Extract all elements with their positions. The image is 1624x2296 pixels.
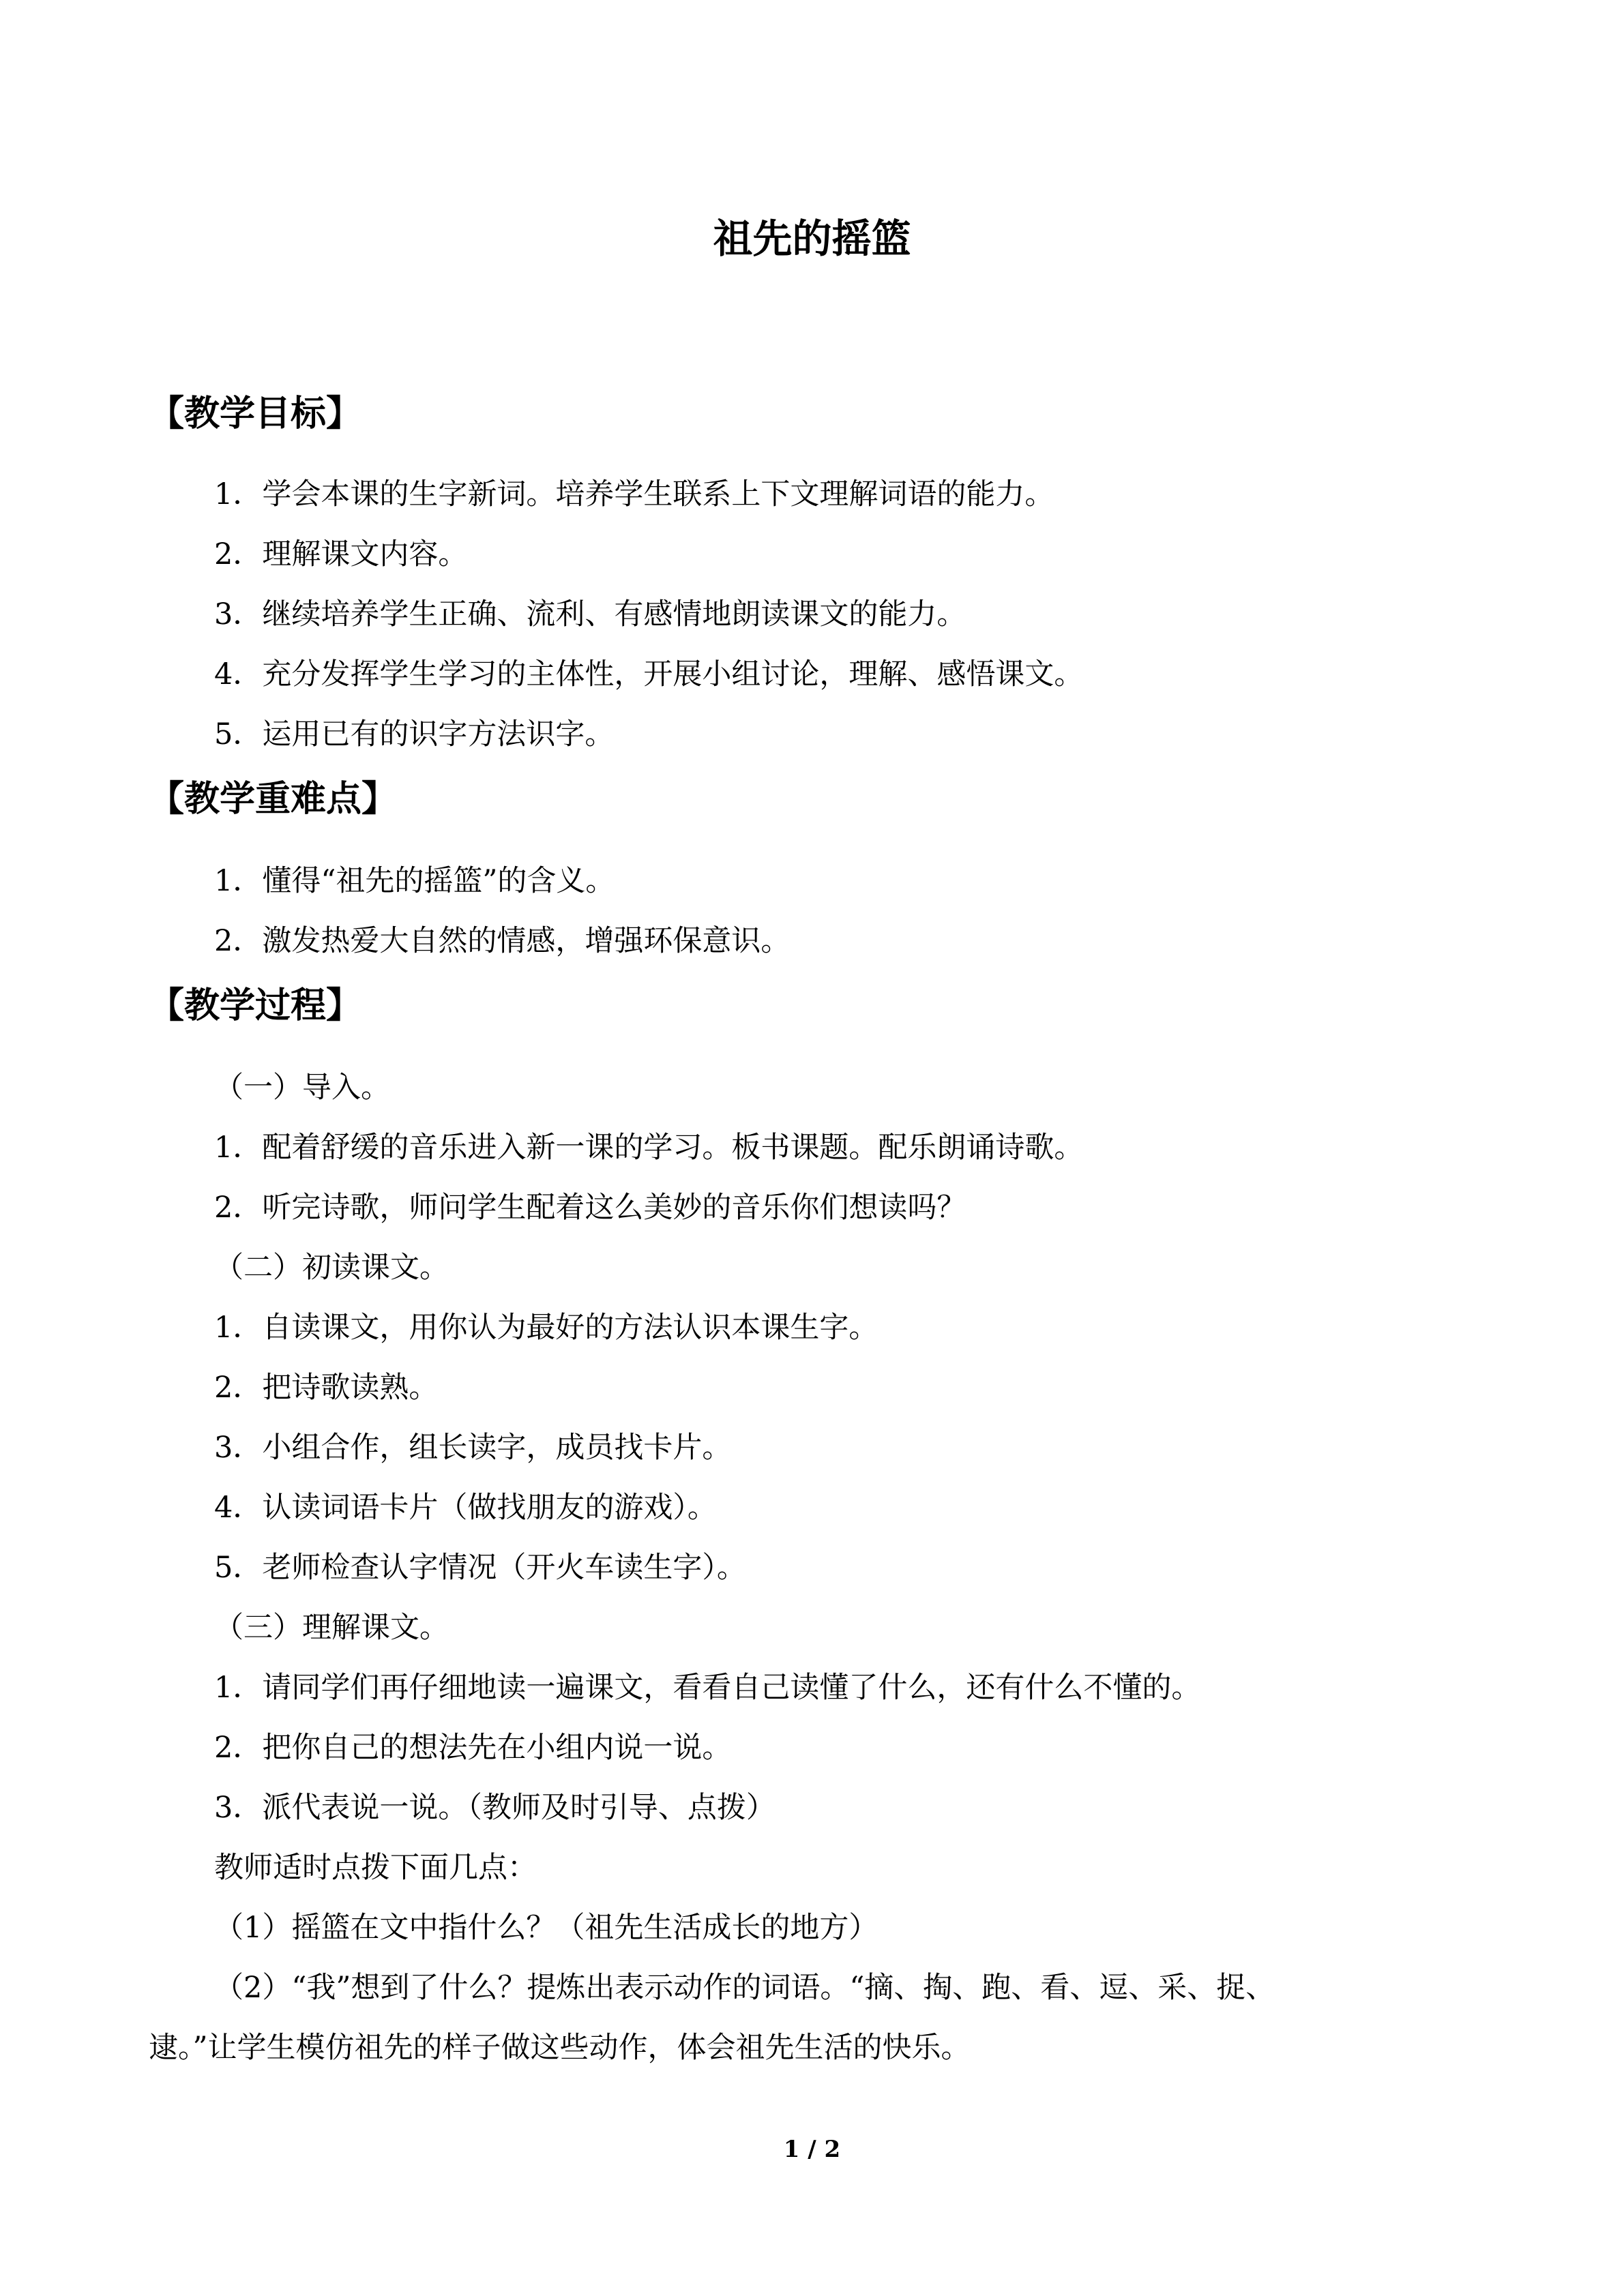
- process-line: （二）初读课文。: [214, 1251, 449, 1285]
- process-line: 5．老师检查认字情况（开火车读生字）。: [214, 1551, 746, 1585]
- process-line: 3．派代表说一说。（教师及时引导、点拨）: [214, 1791, 776, 1825]
- section-heading-keypoints: 【教学重难点】: [149, 779, 398, 820]
- section-heading-objectives: 【教学目标】: [149, 393, 362, 434]
- process-line: 3．小组合作，组长读字，成员找卡片。: [214, 1431, 732, 1465]
- process-line: 1．自读课文，用你认为最好的方法认识本课生字。: [214, 1311, 879, 1345]
- process-line: 1．请同学们再仔细地读一遍课文，看看自己读懂了什么，还有什么不懂的。: [214, 1671, 1201, 1705]
- process-line: （1）摇篮在文中指什么？（祖先生活成长的地方）: [214, 1911, 879, 1945]
- objective-item: 2．理解课文内容。: [214, 537, 468, 571]
- objective-item: 5．运用已有的识字方法识字。: [214, 717, 615, 751]
- keypoint-item: 2．激发热爱大自然的情感，增强环保意识。: [214, 924, 791, 958]
- process-line-continued: 逮。”让学生模仿祖先的样子做这些动作，体会祖先生活的快乐。: [149, 2031, 971, 2065]
- keypoint-item: 1．懂得“祖先的摇篮”的含义。: [214, 864, 615, 898]
- process-line: 2．把诗歌读熟。: [214, 1371, 439, 1405]
- objective-item: 1．学会本课的生字新词。培养学生联系上下文理解词语的能力。: [214, 477, 1054, 511]
- process-line: 4．认读词语卡片（做找朋友的游戏）。: [214, 1491, 717, 1525]
- process-line: 1．配着舒缓的音乐进入新一课的学习。板书课题。配乐朗诵诗歌。: [214, 1131, 1084, 1165]
- process-line: 教师适时点拨下面几点：: [214, 1851, 537, 1885]
- section-heading-process: 【教学过程】: [149, 985, 362, 1026]
- process-line: （三）理解课文。: [214, 1611, 449, 1645]
- process-line: 2．听完诗歌，师问学生配着这么美妙的音乐你们想读吗？: [214, 1191, 966, 1225]
- objective-item: 3．继续培养学生正确、流利、有感情地朗读课文的能力。: [214, 597, 966, 631]
- process-line: （一）导入。: [214, 1071, 390, 1105]
- page-number: 1 / 2: [783, 2136, 841, 2163]
- objective-item: 4．充分发挥学生学习的主体性，开展小组讨论，理解、感悟课文。: [214, 657, 1084, 691]
- process-line: 2．把你自己的想法先在小组内说一说。: [214, 1731, 732, 1765]
- process-line: （2）“我”想到了什么？提炼出表示动作的词语。“摘、掏、跑、看、逗、采、捉、: [214, 1971, 1275, 2005]
- page-title: 祖先的摇篮: [713, 215, 911, 262]
